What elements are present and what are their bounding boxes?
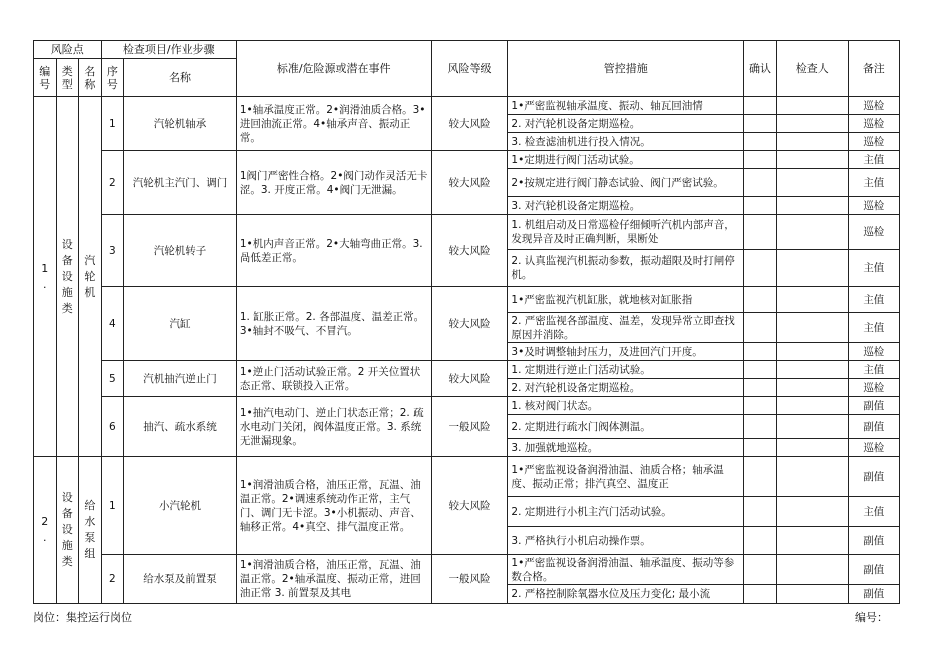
item-risk-level: 较大风险	[431, 215, 508, 287]
inspector-cell	[776, 287, 848, 313]
remark-cell: 主值	[848, 361, 899, 379]
header-type: 类 型	[56, 59, 79, 97]
control-measure: 1•定期进行阀门活动试验。	[508, 151, 744, 169]
confirm-cell	[744, 313, 777, 343]
remark-cell: 巡检	[848, 343, 899, 361]
header-item-name: 名称	[124, 59, 237, 97]
footer-post: 岗位：集控运行岗位	[33, 611, 132, 624]
header-risk-level: 风险等级	[431, 41, 508, 97]
inspector-cell	[776, 585, 848, 604]
inspector-cell	[776, 555, 848, 585]
control-measure: 2•按规定进行阀门静态试验、阀门严密试验。	[508, 169, 744, 197]
control-measure: 2. 认真监视汽机振动参数，振动超限及时打闸停机。	[508, 250, 744, 287]
confirm-cell	[744, 197, 777, 215]
header-check-item: 检查项目/作业步骤	[101, 41, 236, 59]
confirm-cell	[744, 97, 777, 115]
group-number: 1 .	[34, 97, 57, 457]
inspector-cell	[776, 497, 848, 527]
item-name: 小汽轮机	[124, 457, 237, 555]
inspector-cell	[776, 151, 848, 169]
item-seq: 4	[101, 287, 124, 361]
inspector-cell	[776, 415, 848, 439]
confirm-cell	[744, 250, 777, 287]
remark-cell: 主值	[848, 287, 899, 313]
header-name: 名 称	[79, 59, 102, 97]
control-measure: 1. 核对阀门状态。	[508, 397, 744, 415]
confirm-cell	[744, 585, 777, 604]
inspector-cell	[776, 133, 848, 151]
header-control-measures: 管控措施	[508, 41, 744, 97]
remark-cell: 巡检	[848, 379, 899, 397]
remark-cell: 主值	[848, 497, 899, 527]
confirm-cell	[744, 169, 777, 197]
remark-cell: 主值	[848, 313, 899, 343]
header-inspector: 检查人	[776, 41, 848, 97]
risk-control-table	[33, 40, 900, 604]
inspector-cell	[776, 397, 848, 415]
item-name: 汽机抽汽逆止门	[124, 361, 237, 397]
confirm-cell	[744, 457, 777, 497]
confirm-cell	[744, 287, 777, 313]
inspector-cell	[776, 457, 848, 497]
header-seq: 序 号	[101, 59, 124, 97]
confirm-cell	[744, 527, 777, 555]
inspector-cell	[776, 250, 848, 287]
item-standard: 1. 缸胀正常。2. 各部温度、温差正常。3•轴封不吸气、不冒汽。	[236, 287, 431, 361]
item-risk-level: 一般风险	[431, 555, 508, 604]
item-name: 汽轮机主汽门、调门	[124, 151, 237, 215]
item-standard: 1•润滑油质合格，油压正常，瓦温、油温正常。2•调速系统动作正常，主气门、调门无卡涩。3•小机振动、声音、轴移正常。4•真空、排气温度正常。	[236, 457, 431, 555]
control-measure: 1. 机组启动及日常巡检仔细倾听汽机内部声音，发现异音及时正确判断，果断处	[508, 215, 744, 250]
confirm-cell	[744, 555, 777, 585]
item-name: 给水泵及前置泵	[124, 555, 237, 604]
group-number: 2 .	[34, 457, 57, 604]
header-standard: 标准/危险源或潜在事件	[236, 41, 431, 97]
item-risk-level: 较大风险	[431, 151, 508, 215]
confirm-cell	[744, 151, 777, 169]
inspector-cell	[776, 313, 848, 343]
item-risk-level: 较大风险	[431, 97, 508, 151]
remark-cell: 副值	[848, 415, 899, 439]
group-type: 设 备 设 施 类	[56, 97, 79, 457]
item-standard: 1•机内声音正常。2•大轴弯曲正常。3. 咼低差正常。	[236, 215, 431, 287]
remark-cell: 主值	[848, 169, 899, 197]
item-standard: 1•润滑油质合格，油压正常，瓦温、油温正常。2•轴承温度、振动正常，进回油正常 3. 前置泵及其电	[236, 555, 431, 604]
table-row	[34, 397, 900, 415]
remark-cell: 巡检	[848, 197, 899, 215]
control-measure: 3•及时调整轴封压力，及进回汽门开度。	[508, 343, 744, 361]
item-seq: 5	[101, 361, 124, 397]
inspector-cell	[776, 215, 848, 250]
item-seq: 3	[101, 215, 124, 287]
inspector-cell	[776, 439, 848, 457]
control-measure: 2. 严格控制除氧器水位及压力变化; 最小流	[508, 585, 744, 604]
group-type: 设 备 设 施 类	[56, 457, 79, 604]
item-seq: 6	[101, 397, 124, 457]
header-risk-point: 风险点	[34, 41, 102, 59]
confirm-cell	[744, 439, 777, 457]
remark-cell: 巡检	[848, 439, 899, 457]
control-measure: 3. 检查滤油机进行投入情况。	[508, 133, 744, 151]
confirm-cell	[744, 115, 777, 133]
inspector-cell	[776, 527, 848, 555]
item-standard: 1•逆止门活动试验正常。2 开关位置状态正常、联锁投入正常。	[236, 361, 431, 397]
inspector-cell	[776, 361, 848, 379]
table-row	[34, 97, 900, 115]
table-row	[34, 555, 900, 585]
confirm-cell	[744, 379, 777, 397]
inspector-cell	[776, 343, 848, 361]
item-risk-level: 较大风险	[431, 457, 508, 555]
inspector-cell	[776, 379, 848, 397]
control-measure: 3. 加强就地巡检。	[508, 439, 744, 457]
header-row-1	[34, 41, 900, 59]
remark-cell: 副值	[848, 397, 899, 415]
item-seq: 2	[101, 555, 124, 604]
control-measure: 3. 严格执行小机启动操作票。	[508, 527, 744, 555]
confirm-cell	[744, 497, 777, 527]
item-standard: 1•抽汽电动门、逆止门状态正常；2. 疏水电动门关闭，阀体温度正常。3. 系统无泄漏现象。	[236, 397, 431, 457]
inspector-cell	[776, 169, 848, 197]
control-measure: 2. 定期进行疏水门阀体测温。	[508, 415, 744, 439]
remark-cell: 副值	[848, 585, 899, 604]
remark-cell: 巡检	[848, 97, 899, 115]
control-measure: 2. 对汽轮机设备定期巡检。	[508, 379, 744, 397]
table-row	[34, 287, 900, 313]
header-confirm: 确认	[744, 41, 777, 97]
footer-number: 编号：	[855, 611, 888, 624]
item-seq: 1	[101, 457, 124, 555]
group-name: 给 水 泵 组	[79, 457, 102, 604]
item-seq: 1	[101, 97, 124, 151]
item-seq: 2	[101, 151, 124, 215]
item-name: 抽汽、疏水系统	[124, 397, 237, 457]
control-measure: 1. 定期进行逆止门活动试验。	[508, 361, 744, 379]
item-name: 汽轮机轴承	[124, 97, 237, 151]
control-measure: 1•严密监视设备润滑油温、油质合格；轴承温度、振动正常；排汽真空、温度正	[508, 457, 744, 497]
table-row	[34, 215, 900, 250]
confirm-cell	[744, 133, 777, 151]
control-measure: 2. 定期进行小机主汽门活动试验。	[508, 497, 744, 527]
remark-cell: 巡检	[848, 115, 899, 133]
confirm-cell	[744, 397, 777, 415]
item-risk-level: 较大风险	[431, 361, 508, 397]
item-name: 汽缸	[124, 287, 237, 361]
confirm-cell	[744, 215, 777, 250]
table-row	[34, 457, 900, 497]
item-standard: 1阀门严密性合格。2•阀门动作灵活无卡涩。3. 开度正常。4•阀门无泄漏。	[236, 151, 431, 215]
item-standard: 1•轴承温度正常。2•润滑油质合格。3•进回油流正常。4•轴承声音、振动正常。	[236, 97, 431, 151]
table-row	[34, 361, 900, 379]
item-risk-level: 较大风险	[431, 287, 508, 361]
control-measure: 3. 对汽轮机设备定期巡检。	[508, 197, 744, 215]
confirm-cell	[744, 361, 777, 379]
remark-cell: 巡检	[848, 133, 899, 151]
inspector-cell	[776, 97, 848, 115]
control-measure: 1•严密监视轴承温度、振动、轴瓦回油情	[508, 97, 744, 115]
remark-cell: 副值	[848, 527, 899, 555]
item-risk-level: 一般风险	[431, 397, 508, 457]
remark-cell: 主值	[848, 151, 899, 169]
inspector-cell	[776, 197, 848, 215]
remark-cell: 主值	[848, 250, 899, 287]
item-name: 汽轮机转子	[124, 215, 237, 287]
header-remark: 备注	[848, 41, 899, 97]
group-name: 汽 轮 机	[79, 97, 102, 457]
control-measure: 2. 对汽轮机设备定期巡检。	[508, 115, 744, 133]
remark-cell: 副值	[848, 555, 899, 585]
header-no: 编 号	[34, 59, 57, 97]
remark-cell: 副值	[848, 457, 899, 497]
remark-cell: 巡检	[848, 215, 899, 250]
inspector-cell	[776, 115, 848, 133]
control-measure: 1•严密监视设备润滑油温、轴承温度、振动等参数合格。	[508, 555, 744, 585]
confirm-cell	[744, 343, 777, 361]
confirm-cell	[744, 415, 777, 439]
control-measure: 2. 严密监视各部温度、温差，发现异常立即查找原因并消除。	[508, 313, 744, 343]
table-row	[34, 151, 900, 169]
control-measure: 1•严密监视汽机缸胀，就地核对缸胀指	[508, 287, 744, 313]
